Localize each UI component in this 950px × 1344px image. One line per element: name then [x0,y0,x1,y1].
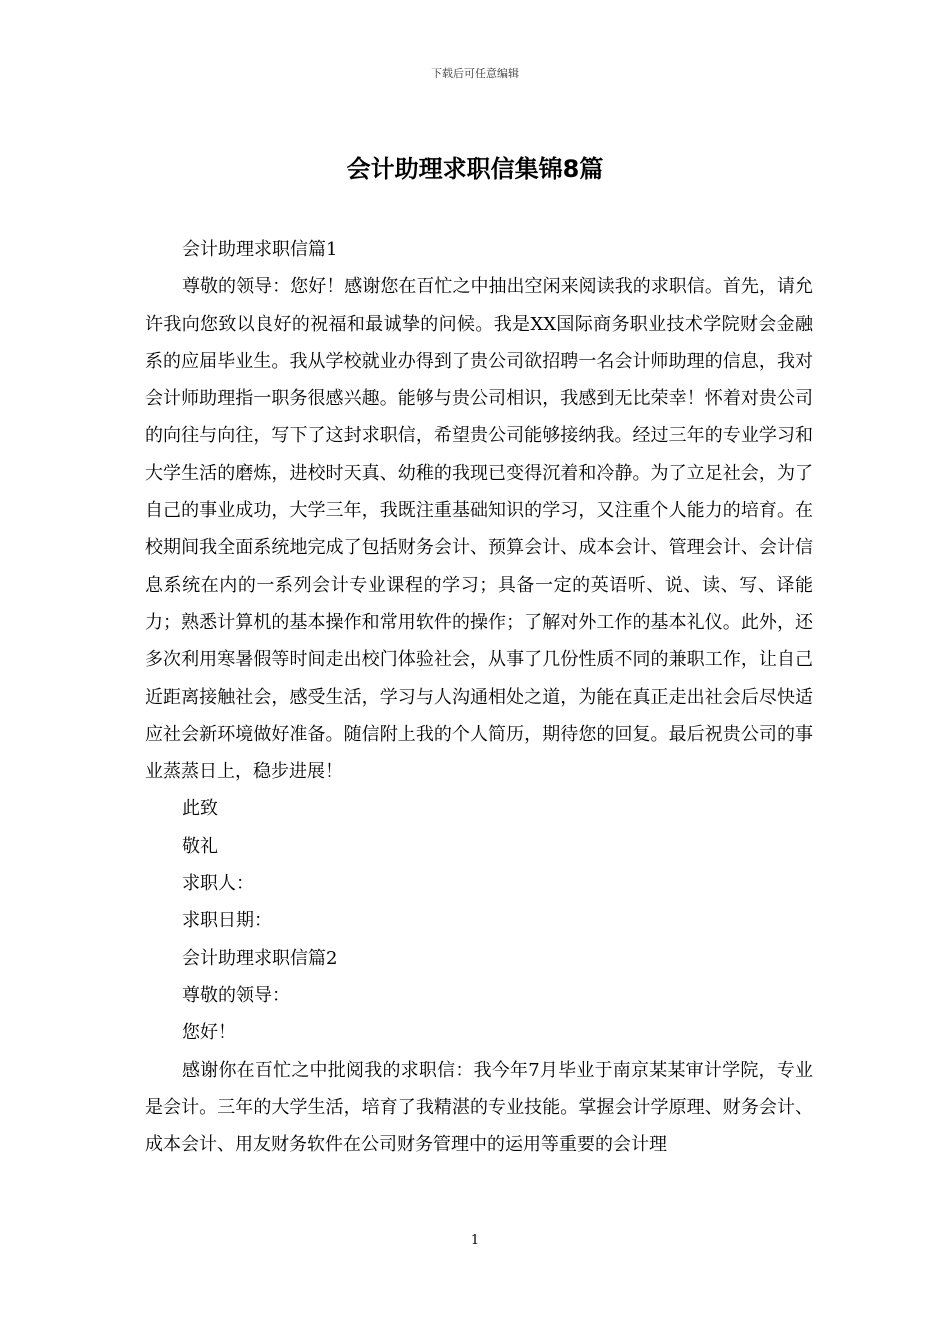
letter-1-body: 尊敬的领导：您好！感谢您在百忙之中抽出空闲来阅读我的求职信。首先，请允许我向您致以良好的祝福和最诚挚的问候。我是XX国际商务职业技术学院财会金融系的应届毕业生。我从学校就业办得到了贵公司欲招聘一名会计师助理的信息，我对会计师助理指一职务很感兴趣。能够与贵公司相识，我感到无比荣幸！怀着对贵公司的向往与向往，写下了这封求职信，希望贵公司能够接纳我。经过三年的专业学习和大学生活的磨炼，进校时天真、幼稚的我现已变得沉着和冷静。为了立足社会，为了自己的事业成功，大学三年，我既注重基础知识的学习，又注重个人能力的培育。在校期间我全面系统地完成了包括财务会计、预算会计、成本会计、管理会计、会计信息系统在内的一系列会计专业课程的学习；具备一定的英语听、说、读、写、译能力；熟悉计算机的基本操作和常用软件的操作；了解对外工作的基本礼仪。此外，还多次利用寒暑假等时间走出校门体验社会，从事了几份性质不同的兼职工作，让自己近距离接触社会，感受生活，学习与人沟通相处之道，为能在真正走出社会后尽快适应社会新环境做好准备。随信附上我的个人简历，期待您的回复。最后祝贵公司的事业蒸蒸日上，稳步进展！ [145,276,813,783]
letter-2-greeting: 您好！ [182,1022,236,1044]
letter-2-salutation: 尊敬的领导： [182,984,290,1006]
letter-1-salute: 敬礼 [182,835,218,857]
letter-1-closing: 此致 [182,798,218,820]
document-body [145,231,813,1163]
letter-2-body: 感谢你在百忙之中批阅我的求职信：我今年7月毕业于南京某某审计学院，专业是会计。三年的大学生活，培育了我精湛的专业技能。掌握会计学原理、财务会计、成本会计、用友财务软件在公司财务管理中的运用等重要的会计理 [145,1059,813,1156]
section-heading-1: 会计助理求职信篇1 [182,239,338,260]
document-title: 会计助理求职信集锦8篇 [346,155,604,183]
page-number: 1 [470,1233,480,1248]
header-note: 下载后可任意编辑 [431,67,519,80]
section-heading-2: 会计助理求职信篇2 [182,947,338,969]
letter-1-date: 求职日期： [182,910,272,932]
letter-1-applicant: 求职人： [182,873,254,895]
